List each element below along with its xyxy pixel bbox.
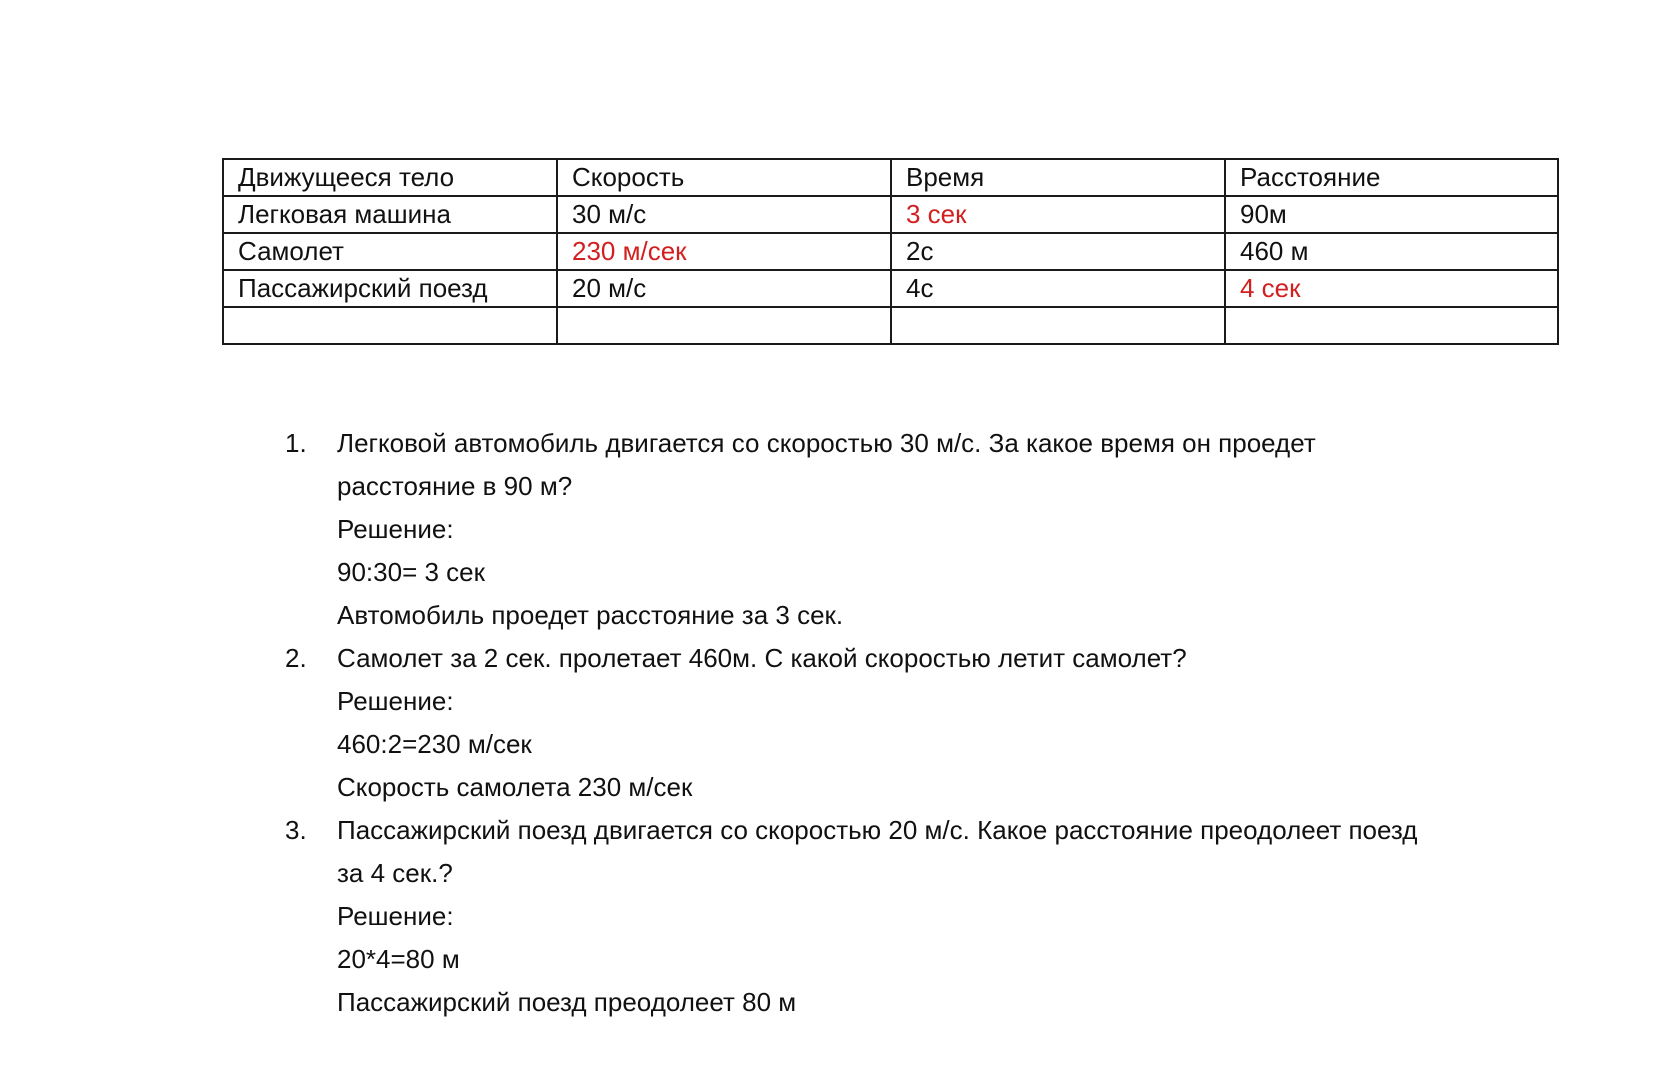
table-cell: 30 м/с xyxy=(557,196,891,233)
header-cell-body: Движущееся тело xyxy=(223,159,557,196)
solution-calculation: 20*4=80 м xyxy=(337,944,460,974)
table-cell: Самолет xyxy=(223,233,557,270)
header-cell-speed: Скорость xyxy=(557,159,891,196)
task-question-line: расстояние в 90 м? xyxy=(337,471,573,501)
solution-answer: Автомобиль проедет расстояние за 3 сек. xyxy=(337,600,844,630)
task-number: 1. xyxy=(285,428,307,458)
task-number: 2. xyxy=(285,643,307,673)
table-cell-highlighted: 230 м/сек xyxy=(557,233,891,270)
table-header-row xyxy=(223,159,1558,196)
task-question-line: Самолет за 2 сек. пролетает 460м. С какой скоростью летит самолет? xyxy=(337,643,1187,673)
solution-label: Решение: xyxy=(337,901,454,931)
table-cell: 90м xyxy=(1225,196,1558,233)
task-item-1 xyxy=(270,422,1570,637)
task-item-3 xyxy=(270,809,1570,1024)
table-row-empty xyxy=(223,307,1558,344)
table-row xyxy=(223,270,1558,307)
table-cell xyxy=(223,307,557,344)
solution-label: Решение: xyxy=(337,686,454,716)
header-cell-distance: Расстояние xyxy=(1225,159,1558,196)
task-question-line: Легковой автомобиль двигается со скоростью 30 м/с. За какое время он проедет xyxy=(337,428,1316,458)
table-cell xyxy=(891,307,1225,344)
table-cell: 4с xyxy=(891,270,1225,307)
task-number: 3. xyxy=(285,815,307,845)
table-row xyxy=(223,233,1558,270)
solution-answer: Скорость самолета 230 м/сек xyxy=(337,772,693,802)
table-cell: Пассажирский поезд xyxy=(223,270,557,307)
table-cell: Легковая машина xyxy=(223,196,557,233)
table-cell: 460 м xyxy=(1225,233,1558,270)
header-cell-time: Время xyxy=(891,159,1225,196)
table-cell: 2с xyxy=(891,233,1225,270)
task-list xyxy=(270,422,1570,1024)
solution-calculation: 460:2=230 м/сек xyxy=(337,729,532,759)
task-item-2 xyxy=(270,637,1570,809)
table-cell: 20 м/с xyxy=(557,270,891,307)
motion-table xyxy=(222,158,1559,345)
solution-answer: Пассажирский поезд преодолеет 80 м xyxy=(337,987,797,1017)
solution-calculation: 90:30= 3 сек xyxy=(337,557,485,587)
table-cell xyxy=(1225,307,1558,344)
task-question-line: Пассажирский поезд двигается со скоростью 20 м/с. Какое расстояние преодолеет поезд xyxy=(337,815,1418,845)
table-row xyxy=(223,196,1558,233)
solution-label: Решение: xyxy=(337,514,454,544)
table-cell-highlighted: 3 сек xyxy=(891,196,1225,233)
task-question-line: за 4 сек.? xyxy=(337,858,453,888)
table-cell-highlighted: 4 сек xyxy=(1225,270,1558,307)
table-cell xyxy=(557,307,891,344)
